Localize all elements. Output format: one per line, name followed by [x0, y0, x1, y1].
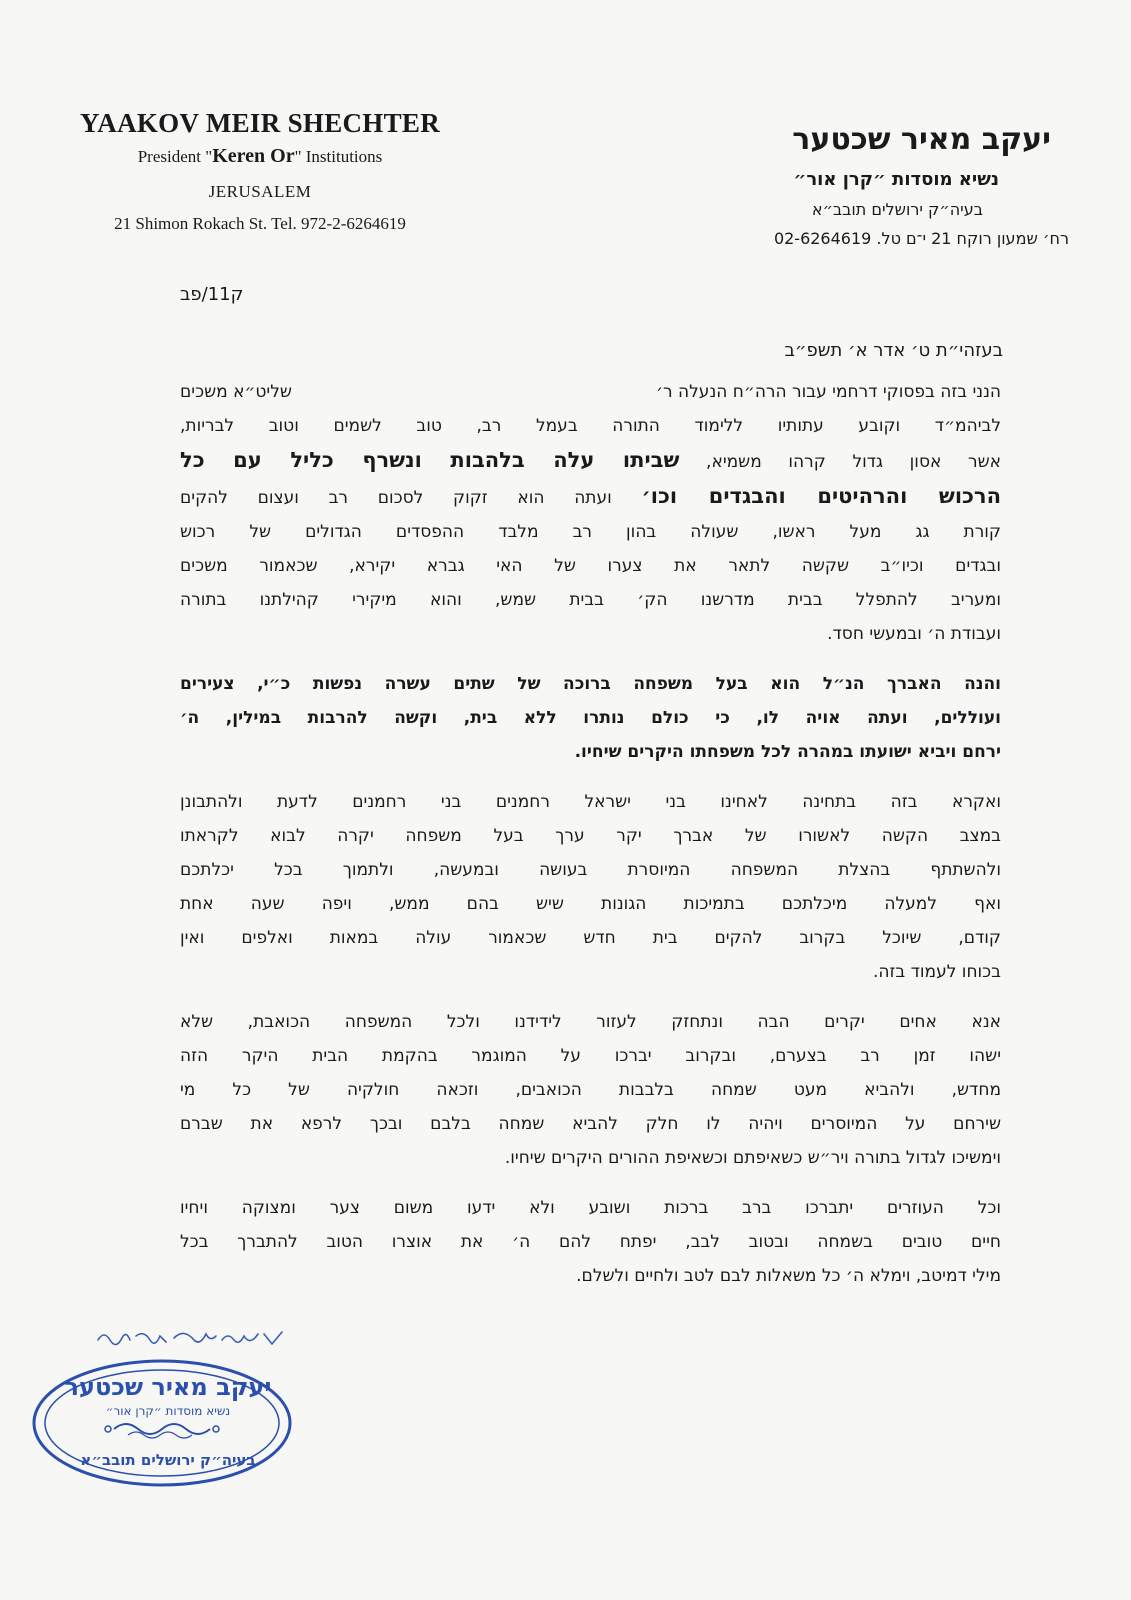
org-name-en: Keren Or: [212, 145, 295, 167]
body-line: שירחם על המיוסרים ויהיה לו חלק להביא שמחה בלבם ובכך לרפא את שברם: [180, 1114, 1001, 1134]
body-line: חיים טובים בשמחה ובטוב לבב, יפתח להם ה׳ את אוצרו הטוב להתברך בכל: [180, 1232, 1001, 1252]
body-line: וימשיכו לגדול בתורה ויר״ש כשאיפתם וכשאיפת ההורים היקרים שיחיו.: [504, 1148, 1001, 1168]
body-line: מילי דמיטב, וימלא ה׳ כל משאלות לבם לטב ולחיים ולשלם.: [576, 1266, 1001, 1286]
body-line: והנה האברך הנ״ל הוא בעל משפחה ברוכה של שתים עשרה נפשות כ״י, צעירים: [180, 674, 1001, 694]
salutation-honorific: שליט״א משכים: [180, 382, 292, 402]
text-run: אשר אסון גדול קרהו משמיא,: [706, 452, 1001, 472]
sender-name-en: YAAKOV MEIR SHECHTER: [79, 108, 441, 138]
stamp-city: בעיה״ק ירושלים תובב״א: [80, 1451, 256, 1469]
stamp-name: יעקב מאיר שכטער: [64, 1373, 272, 1401]
body-line: ישהו זמן רב בצערם, ובקרוב יברכו על המוגמר בהקמת הבית היקר הזה: [180, 1046, 1001, 1066]
stamp-title: נשיא מוסדות ״קרן אור״: [105, 1404, 231, 1418]
letter-body: [180, 375, 1001, 1309]
emphasis-text: שביתו עלה בלהבות ונשרף כליל עם כל: [180, 448, 680, 472]
body-line: לביהמ״ד וקובע עתותיו ללימוד התורה בעמל רב, טוב לשמים וטוב לבריות,: [180, 416, 1001, 436]
emphasis-text: הרכוש והרהיטים והבגדים וכו׳: [641, 484, 1001, 508]
body-line: קודם, שיוכל בקרוב להקים בית חדש שכאמור עולה במאות ואלפים ואין: [180, 928, 1001, 948]
body-line: [180, 479, 1001, 515]
text-run: ועתה הוא זקוק לסכום רב ועצום להקים: [180, 488, 612, 508]
body-line: ועבודת ה׳ ובמעשי חסד.: [827, 624, 1001, 644]
address-he: רח׳ שמעון רוקח 21 י־ם טל. 02-6264619: [773, 229, 1069, 248]
sender-name-he: יעקב מאיר שכטער: [792, 122, 1051, 157]
body-line: אנא אחים יקרים הבה ונתחזק לעזור לידידנו ולכל המשפחה הכואבת, שלא: [180, 1012, 1001, 1032]
body-line: קורת גג מעל ראשו, שעולה בהון רב מלבד ההפסדים הגדולים של רכוש: [180, 522, 1001, 542]
handwritten-signature: [92, 1318, 292, 1358]
body-line: ועוללים, ועתה אויה לו, כי כולם נותרו ללא בית, וקשה להרבות במילין, ה׳: [180, 708, 1001, 728]
body-line: [180, 375, 1001, 409]
body-line: ירחם ויביא ישועתו במהרה לכל משפחתו היקרים שיחיו.: [574, 742, 1001, 762]
title-prefix: President ": [137, 147, 213, 166]
paragraph-3: [180, 785, 1001, 989]
official-stamp: [28, 1355, 296, 1491]
reference-number: ק11/פב: [180, 284, 244, 305]
body-line: ואף למעלה מיכלתכם בתמיכות הגונות שיש בהם ממש, ויפה שעה אחת: [180, 894, 1001, 914]
paragraph-4: [180, 1005, 1001, 1175]
salutation-text: הנני בזה בפסוקי דרחמי עבור הרה״ח הנעלה ר׳: [655, 382, 1001, 402]
sender-title-he: נשיא מוסדות ״קרן אור״: [793, 169, 999, 190]
paragraph-2: [180, 667, 1001, 769]
city-en: JERUSALEM: [208, 182, 312, 201]
body-line: ומעריב להתפלל בבית מדרשנו הק׳ בבית שמש, והוא מיקירי קהילתנו בתורה: [180, 590, 1001, 610]
city-he: בעיה״ק ירושלים תובב״א: [811, 200, 983, 219]
body-line: ולהשתתף בהצלת המשפחה המיוסרת בעושה ובמעשה, ולתמוך בכל יכלתכם: [180, 860, 1001, 880]
body-line: מחדש, ולהביא מעט שמחה בלבבות הכואבים, וזכאה חולקיה של כל מי: [180, 1080, 1001, 1100]
body-line: וכל העוזרים יתברכו ברב ברכות ושובע ולא ידעו משום צער ומצוקה ויחיו: [180, 1198, 1001, 1218]
letterhead-hebrew: [639, 122, 1069, 248]
body-line: ואקרא בזה בתחינה לאחינו בני ישראל רחמנים בני רחמנים לדעת ולהתבונן: [180, 792, 1001, 812]
paragraph-1: [180, 375, 1001, 651]
letterhead-english: [60, 108, 460, 234]
body-line: במצב הקשה לאשורו של אברך יקר ערך בעל משפחה יקרה לבוא לקראתו: [180, 826, 1001, 846]
body-line: ובגדים וכיו״ב שקשה לתאר את צערו של האי גברא יקירא, שכאמור משכים: [180, 556, 1001, 576]
title-suffix: " Institutions: [294, 147, 383, 166]
letter-date: בעזהי״ת ט׳ אדר א׳ תשפ״ב: [784, 340, 1003, 361]
body-line: [180, 443, 1001, 479]
address-en: 21 Shimon Rokach St. Tel. 972-2-6264619: [114, 214, 406, 233]
sender-title-en: [60, 145, 460, 168]
body-line: בכוחו לעמוד בזה.: [873, 962, 1001, 982]
paragraph-5: [180, 1191, 1001, 1293]
